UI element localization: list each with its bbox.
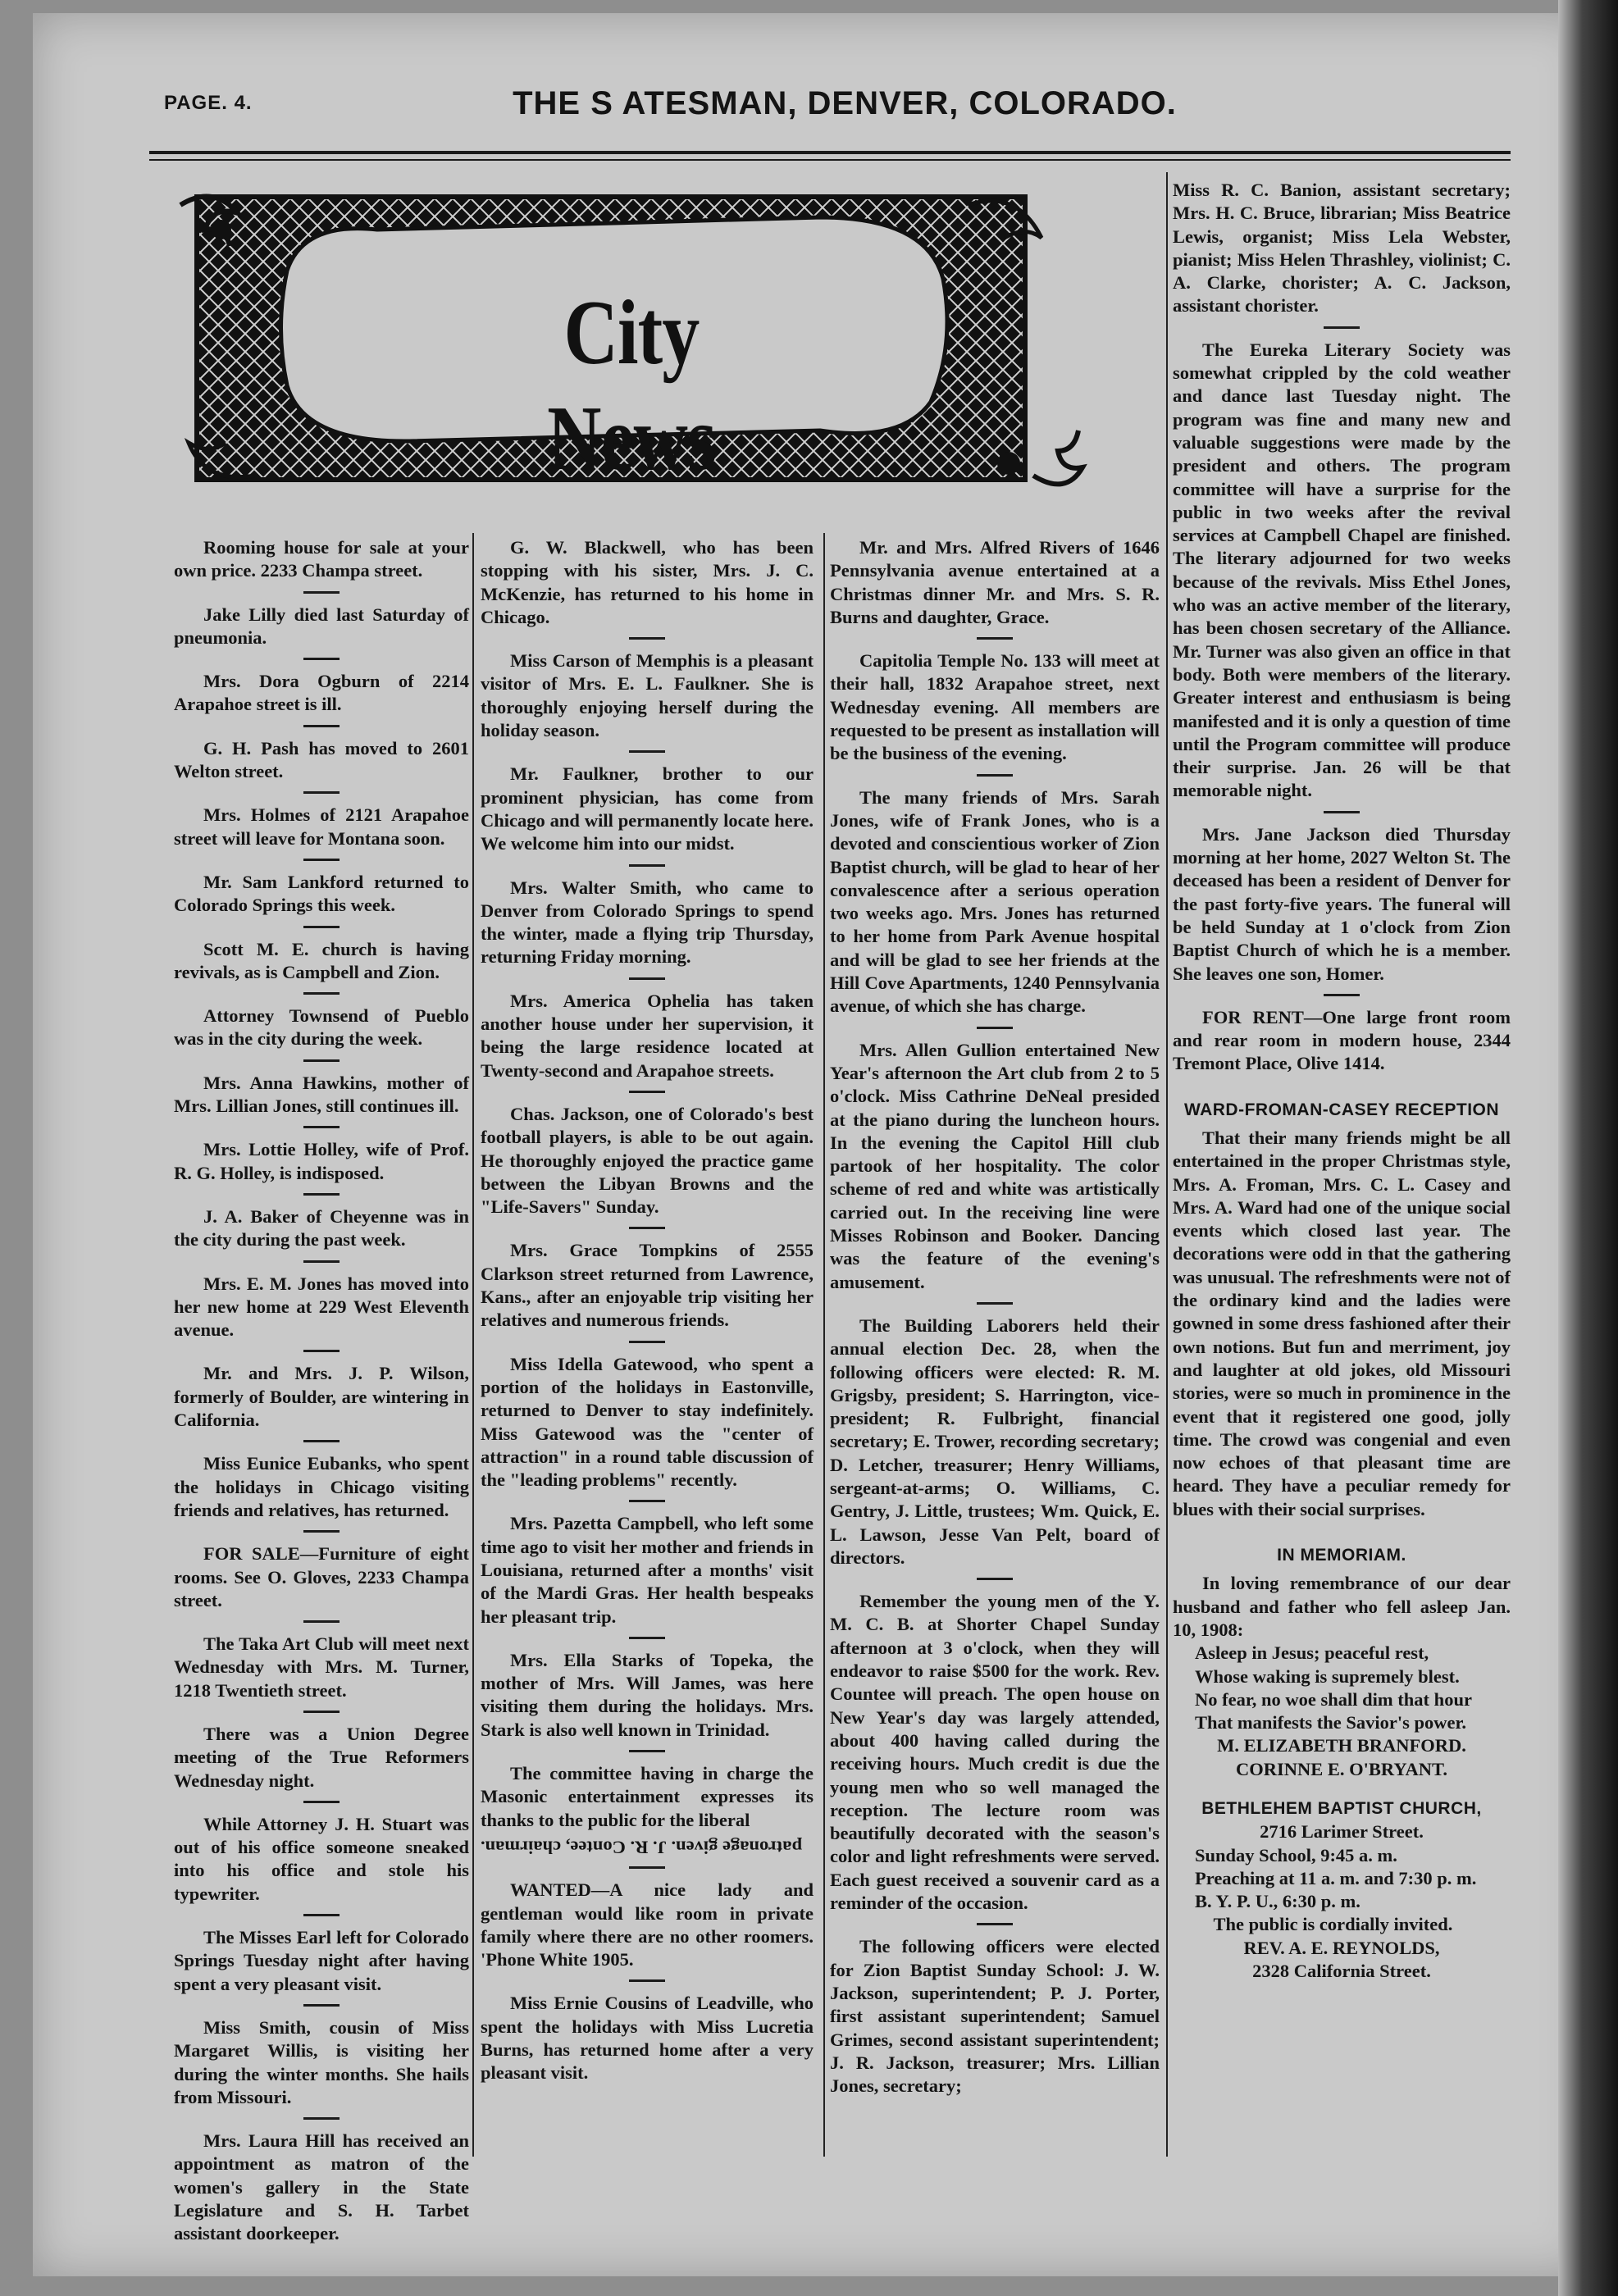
news-item: Mrs. Walter Smith, who came to Denver from Colorado Springs to spend the winter, made a flying trip Thursday, returning Friday morning. [481, 877, 814, 968]
news-item: Capitolia Temple No. 133 will meet at their hall, 1832 Arapahoe street, next Wednesday evening. All members are requested to be present as installation will be the business of the evening. [830, 650, 1160, 764]
news-item: Miss Eunice Eubanks, who spent the holidays in Chicago visiting friends and relatives, has returned. [174, 1453, 469, 1520]
news-item: There was a Union Degree meeting of the True Reformers Wednesday night. [174, 1723, 469, 1791]
upside-down-line [481, 1835, 814, 1858]
news-item: Mrs. E. M. Jones has moved into her new home at 229 West Eleventh avenue. [174, 1273, 469, 1341]
reception-article: That their many friends might be all entertained in the proper Christmas style, Mrs. A. Froman, Mrs. C. L. Casey and Mrs. A. Ward had one of the unique social events which closed last year. The decorations were odd in that the gathering was unusual. The refreshments were not of the ordinary kind and the ladies were gowned in some dress fashioned after their own notions. But fun and merriment, joy and laughter at old jokes, old Missouri stories, were so much in prominence in the event that it registered one good, jolly time. The crowd was congenial and even now echoes of that pleasant time are heard. They have a peculiar remedy for blues with their social surprises. [1173, 1127, 1511, 1519]
poem-line: Asleep in Jesus; peaceful rest, [1195, 1642, 1429, 1664]
item-separator [303, 859, 340, 861]
church-schedule-line: The public is cordially invited. [1213, 1914, 1453, 1935]
masthead-rule [149, 151, 1511, 154]
item-separator [629, 1750, 665, 1752]
page-edge-shadow [1558, 0, 1618, 2296]
poem-line: That manifests the Savior's power. [1195, 1712, 1467, 1733]
classified-ad: FOR SALE—Furniture of eight rooms. See O. Gloves, 2233 Champa street. [174, 1543, 469, 1610]
inverted-text: patronage given. J. R. Contee, chairman. [481, 1837, 803, 1858]
item-separator [303, 1801, 340, 1803]
item-separator [629, 1341, 665, 1343]
item-separator [303, 926, 340, 928]
item-separator [303, 2004, 340, 2007]
item-separator [303, 791, 340, 794]
news-item: Attorney Townsend of Pueblo was in the city during the week. [174, 1005, 469, 1050]
column-3 [830, 536, 1160, 2121]
news-item: Miss Carson of Memphis is a pleasant visitor of Mrs. E. L. Faulkner. She is thoroughly enjoying herself during the holiday season. [481, 650, 814, 741]
news-item: Mrs. Lottie Holley, wife of Prof. R. G. Holley, is indisposed. [174, 1139, 469, 1183]
news-item: Mr. and Mrs. J. P. Wilson, formerly of Boulder, are wintering in California. [174, 1363, 469, 1431]
item-separator [629, 1500, 665, 1502]
news-item: Rooming house for sale at your own price. 2233 Champa street. [174, 537, 469, 581]
news-item: Mrs. Ella Starks of Topeka, the mother of Mrs. Will James, was here visiting them during the holidays. Mrs. Stark is also well known in Trinidad. [481, 1649, 814, 1740]
column-divider [823, 533, 825, 2157]
item-separator [977, 774, 1013, 777]
news-item: The Building Laborers held their annual election Dec. 28, when the following officers were elected: R. M. Grigsby, president; S. Harrington, vice-president; R. Fulbright, financial secretary; E. Trower, recording secretary; D. Letcher, treasurer; Henry Williams, sergeant-at-arms; O. Williams, C. Gentry, J. Little, trustees; Wm. Quick, E. L. Lawson, Jesse Van Pelt, board of directors. [830, 1314, 1160, 1568]
poem-line: No fear, no woe shall dim that hour [1195, 1688, 1472, 1710]
news-item: G. W. Blackwell, who has been stopping with his sister, Mrs. J. C. McKenzie, has returned to his home in Chicago. [481, 537, 814, 627]
church-schedule-line: Preaching at 11 a. m. and 7:30 p. m. [1195, 1867, 1477, 1888]
item-separator [303, 1126, 340, 1128]
news-item: Mrs. Laura Hill has received an appointment as matron of the women's gallery in the State Legislature and S. H. Tarbet assistant doorkeeper. [174, 2130, 469, 2244]
news-item: Scott M. E. church is having revivals, as is Campbell and Zion. [174, 938, 469, 982]
memoriam-heading: IN MEMORIAM. [1277, 1546, 1406, 1565]
item-separator [303, 2117, 340, 2120]
banner-title: City News [547, 282, 716, 490]
masthead-rule-thin [149, 159, 1511, 161]
item-separator [1324, 811, 1360, 813]
news-item: Mr. Sam Lankford returned to Colorado Springs this week. [174, 871, 469, 916]
news-item: Mrs. Allen Gullion entertained New Year's afternoon the Art club from 2 to 5 o'clock. Miss Cathrine DeNeal presided at the piano during the luncheon hours. In the evening the Capitol Hill club partook of her hospitality. The color scheme of red and white was artistically carried out. In the receiving line were Misses Robinson and Booker. Dancing was the feature of the evening's amusement. [830, 1039, 1160, 1292]
item-separator [303, 658, 340, 660]
signature: CORINNE E. O'BRYANT. [1235, 1758, 1447, 1779]
news-item: Mrs. Dora Ogburn of 2214 Arapahoe street is ill. [174, 671, 469, 715]
news-item: The many friends of Mrs. Sarah Jones, wife of Frank Jones, who is a devoted and conscientious worker of Zion Baptist church, will be glad to hear of her convalescence after a serious operation two weeks ago. Mrs. Jones has returned to her home from Park Avenue hospital and will be glad to see her friends at the Hill Cove Apartments, 1240 Pennsylvania avenue, of which she has charge. [830, 786, 1160, 1017]
obituary: Mrs. Jane Jackson died Thursday morning at her home, 2027 Welton St. The deceased has been a resident of Denver for the past forty-five years. The funeral will be held Sunday at 1 o'clock from Zion Baptist Church of which he is a member. She leaves one son, Homer. [1173, 823, 1511, 984]
news-item: Jake Lilly died last Saturday of pneumonia. [174, 604, 469, 648]
item-separator [629, 1979, 665, 1982]
church-schedule-line: B. Y. P. U., 6:30 p. m. [1195, 1891, 1360, 1912]
item-separator [977, 1923, 1013, 1925]
item-separator [303, 1059, 340, 1062]
news-item: Mrs. Pazetta Campbell, who left some time ago to visit her mother and friends in Louisiana, returned after a months' visit of the Mardi Gras. Her health bespeaks her pleasant trip. [481, 1513, 814, 1627]
classified-ad: WANTED—A nice lady and gentleman would like room in private family where there are no other roomers. 'Phone White 1905. [481, 1879, 814, 1970]
reception-heading: WARD-FROMAN-CASEY RECEPTION [1183, 1100, 1500, 1119]
news-item: The committee having in charge the Masonic entertainment expresses its thanks to the public for the liberal [481, 1763, 814, 1830]
item-separator [629, 1637, 665, 1639]
item-separator [303, 591, 340, 594]
item-separator [1324, 994, 1360, 996]
item-separator [629, 864, 665, 867]
item-separator [977, 1302, 1013, 1305]
news-item: Mrs. America Ophelia has taken another house under her supervision, it being the large residence located at Twenty-second and Arapahoe streets. [481, 990, 814, 1081]
item-separator [303, 725, 340, 727]
news-item: Miss Ernie Cousins of Leadville, who spent the holidays with Miss Lucretia Burns, has returned home after a very pleasant visit. [481, 1993, 814, 2084]
item-separator [977, 1027, 1013, 1029]
news-item: Miss Idella Gatewood, who spent a portion of the holidays in Eastonville, returned to Denver to stay indefinitely. Miss Gatewood was the "center of attraction" in a round table discussion of the "leading problems" recently. [481, 1353, 814, 1491]
city-news-banner [164, 180, 1148, 533]
news-item: While Attorney J. H. Stuart was out of his office someone sneaked into his office and stole his typewriter. [174, 1813, 469, 1904]
news-item: J. A. Baker of Cheyenne was in the city during the past week. [174, 1205, 469, 1250]
item-separator [629, 750, 665, 753]
item-separator [977, 1578, 1013, 1580]
column-1 [174, 536, 469, 2269]
item-separator [629, 977, 665, 980]
column-divider [472, 533, 474, 2157]
poem-line: Whose waking is supremely blest. [1195, 1665, 1460, 1687]
news-item: G. H. Pash has moved to 2601 Welton street. [174, 737, 469, 782]
item-separator [629, 1091, 665, 1093]
item-separator [629, 637, 665, 640]
column-divider [1166, 172, 1168, 2157]
news-item: Miss Smith, cousin of Miss Margaret Willis, is visiting her during the winter months. She hails from Missouri. [174, 2016, 469, 2107]
column-4 [1173, 179, 1511, 1983]
news-item: The Misses Earl left for Colorado Springs Tuesday night after having spent a very pleasant visit. [174, 1927, 469, 1994]
news-item: The Eureka Literary Society was somewhat crippled by the cold weather and dance last Tuesday night. The program was fine and many new and valuable suggestions were made by the president and others. The program committee will have a surprise for the public in two weeks after the revival services at Campbell Chapel are finished. The literary adjourned for two weeks because of the revivals. Miss Ethel Jones, who was an active member of the literary, has been chosen secretary of the Alliance. Mr. Turner was also given an office in that body. Both were members of the literary. Greater interest and enthusiasm is being manifested and it is only a question of time until the Program committee will produce their surprise. Jan. 26 will be that memorable night. [1173, 339, 1511, 801]
item-separator [303, 992, 340, 995]
news-item: Chas. Jackson, one of Colorado's best football players, is able to be out again. He thoroughly enjoyed the practice game between the Libyan Browns and the "Life-Savers" Sunday. [481, 1103, 814, 1218]
pastor-signature: REV. A. E. REYNOLDS, [1243, 1937, 1440, 1958]
news-item: Mrs. Anna Hawkins, mother of Mrs. Lillian Jones, still continues ill. [174, 1072, 469, 1117]
column-2 [481, 536, 814, 2108]
memoriam-text: In loving remembrance of our dear husband and father who fell asleep Jan. 10, 1908: [1173, 1573, 1511, 1640]
signature: M. ELIZABETH BRANFORD. [1217, 1735, 1466, 1756]
church-heading: BETHLEHEM BAPTIST CHURCH, [1201, 1799, 1482, 1818]
item-separator [303, 1620, 340, 1623]
news-item: Mr. and Mrs. Alfred Rivers of 1646 Pennsylvania avenue entertained at a Christmas dinner Mr. and Mrs. S. R. Burns and daughter, Grace. [830, 537, 1160, 627]
masthead: THE S ATESMAN, DENVER, COLORADO. [513, 85, 1177, 121]
news-item: Mrs. Holmes of 2121 Arapahoe street will leave for Montana soon. [174, 804, 469, 849]
item-separator [303, 1711, 340, 1713]
item-separator [303, 1260, 340, 1263]
news-item: Remember the young men of the Y. M. C. B. at Shorter Chapel Sunday afternoon at 3 o'clock, when they will endeavor to raise $500 for the work. Rev. Countee will preach. The open house on New Year's day was largely attended, about 400 having called during the receiving hours. Much credit is due the young men who so well managed the reception. The lecture room was beautifully decorated with the season's color and light refreshments were served. Each guest received a souvenir card as a reminder of the occasion. [830, 1591, 1160, 1914]
news-item: The following officers were elected for Zion Baptist Sunday School: J. W. Jackson, superintendent; P. J. Porter, first assistant superintendent; Samuel Grimes, second assistant superintendent; J. R. Jackson, treasurer; Mrs. Lillian Jones, secretary; [830, 1936, 1160, 2097]
church-schedule-line: Sunday School, 9:45 a. m. [1195, 1844, 1397, 1866]
item-separator [303, 1914, 340, 1916]
classified-ad: FOR RENT—One large front room and rear room in modern house, 2344 Tremont Place, Olive 1414. [1173, 1006, 1511, 1074]
item-separator [629, 1227, 665, 1229]
news-item: Mrs. Grace Tompkins of 2555 Clarkson street returned from Lawrence, Kans., after an enjoyable trip visiting her relatives and numerous friends. [481, 1240, 814, 1331]
item-separator [303, 1193, 340, 1196]
news-item: The Taka Art Club will meet next Wednesday with Mrs. M. Turner, 1218 Twentieth street. [174, 1633, 469, 1701]
item-separator [629, 1866, 665, 1869]
news-item: Miss R. C. Banion, assistant secretary; Mrs. H. C. Bruce, librarian; Miss Beatrice Lewis, organist; Miss Lela Webster, pianist; Miss Helen Thrashley, violinist; C. A. Clarke, chorister; A. C. Jackson, assistant chorister. [1173, 180, 1511, 317]
item-separator [303, 1350, 340, 1352]
item-separator [1324, 326, 1360, 329]
page-number: PAGE. 4. [164, 92, 253, 114]
item-separator [303, 1530, 340, 1533]
news-item: Mr. Faulkner, brother to our prominent physician, has come from Chicago and will permanently locate here. We welcome him into our midst. [481, 763, 814, 854]
item-separator [977, 637, 1013, 640]
item-separator [303, 1440, 340, 1442]
church-address: 2716 Larimer Street. [1260, 1821, 1424, 1843]
pastor-address: 2328 California Street. [1252, 1961, 1431, 1982]
